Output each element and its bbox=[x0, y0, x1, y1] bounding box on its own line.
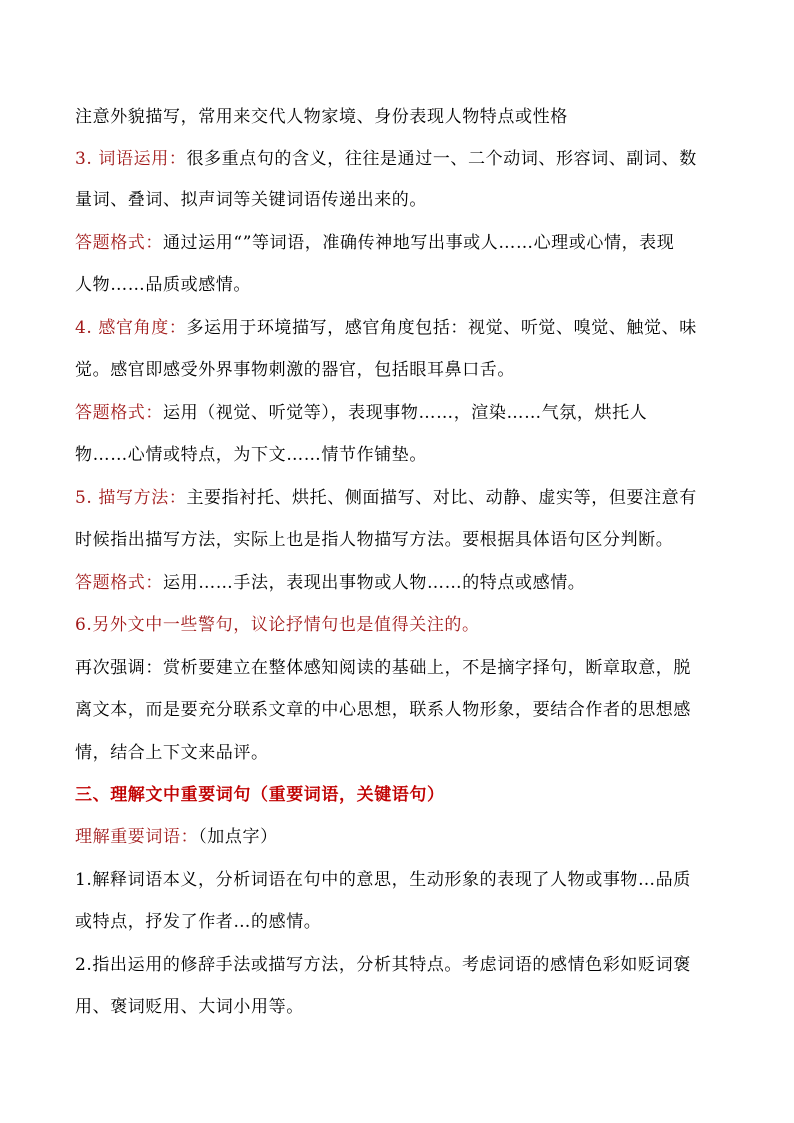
section-5-description-method bbox=[75, 487, 735, 509]
list-item-2 bbox=[75, 954, 735, 976]
line-text: 时候指出描写方法，实际上也是指人物描写方法。要根据具体语句区分判断。 bbox=[75, 530, 674, 550]
line-text: 离文本，而是要充分联系文章的中心思想，联系人物形象，要结合作者的思想感 bbox=[75, 700, 691, 720]
answer-format-3 bbox=[75, 572, 735, 594]
line-text: 情，结合上下文来品评。 bbox=[75, 743, 269, 763]
line-text: 量词、叠词、拟声词等关键词语传递出来的。 bbox=[75, 190, 427, 210]
line-text: 通过运用“”等词语，准确传神地写出事或人……心理或心情，表现 bbox=[163, 233, 675, 253]
line-text: 注意外貌描写，常用来交代人物家境、身份表现人物特点或性格 bbox=[75, 107, 568, 127]
text-line bbox=[75, 359, 735, 381]
line-text: 运用（视觉、听觉等），表现事物……，渲染……气氛，烘托人 bbox=[163, 403, 648, 423]
line-text: 多运用于环境描写，感官角度包括：视觉、听觉、嗅觉、触觉、味 bbox=[186, 318, 697, 338]
line-text: 物……心情或特点，为下文……情节作铺垫。 bbox=[75, 445, 427, 465]
text-line bbox=[75, 529, 735, 551]
section-text: 6.另外文中一些警句，议论抒情句也是值得关注的。 bbox=[75, 615, 480, 635]
section-label: 4. 感官角度： bbox=[75, 318, 187, 338]
section-6-aphorisms bbox=[75, 614, 735, 636]
line-text: 觉。感官即感受外界事物刺激的器官，包括眼耳鼻口舌。 bbox=[75, 360, 515, 380]
subheading-label: 理解重要词语： bbox=[75, 827, 199, 847]
line-text: 很多重点句的含义，往往是通过一、二个动词、形容词、副词、数 bbox=[186, 149, 697, 169]
line-text: （加点字） bbox=[198, 827, 278, 847]
answer-format-1 bbox=[75, 232, 735, 254]
subheading-key-words bbox=[75, 826, 735, 848]
text-line bbox=[75, 444, 735, 466]
answer-format-2 bbox=[75, 402, 735, 424]
answer-format-label: 答题格式： bbox=[75, 403, 163, 423]
text-line bbox=[75, 742, 735, 764]
line-text: 2.指出运用的修辞手法或描写方法，分析其特点。考虑词语的感情色彩如贬词褒 bbox=[75, 955, 691, 975]
text-line bbox=[75, 189, 735, 211]
section-label: 3. 词语运用： bbox=[75, 149, 187, 169]
text-line bbox=[75, 699, 735, 721]
heading-section-three bbox=[75, 784, 735, 806]
line-text: 人物……品质或感情。 bbox=[75, 275, 251, 295]
text-line-appearance-note bbox=[75, 106, 735, 128]
section-3-word-usage bbox=[75, 148, 735, 170]
text-line bbox=[75, 996, 735, 1018]
answer-format-label: 答题格式： bbox=[75, 573, 163, 593]
text-line bbox=[75, 274, 735, 296]
text-line bbox=[75, 911, 735, 933]
list-item-1 bbox=[75, 869, 735, 891]
line-text: 或特点，抒发了作者…的感情。 bbox=[75, 912, 322, 932]
line-text: 主要指衬托、烘托、侧面描写、对比、动静、虚实等，但要注意有 bbox=[186, 488, 697, 508]
line-text: 1.解释词语本义，分析词语在句中的意思，生动形象的表现了人物或事物…品质 bbox=[75, 870, 691, 890]
line-text: 用、褒词贬用、大词小用等。 bbox=[75, 997, 304, 1017]
answer-format-label: 答题格式： bbox=[75, 233, 163, 253]
emphasis-paragraph bbox=[75, 657, 735, 679]
line-text: 运用……手法，表现出事物或人物……的特点或感情。 bbox=[163, 573, 586, 593]
line-text: 再次强调：赏析要建立在整体感知阅读的基础上，不是摘字择句，断章取意，脱 bbox=[75, 658, 691, 678]
section-label: 5. 描写方法： bbox=[75, 488, 187, 508]
section-4-sensory-angle bbox=[75, 317, 735, 339]
heading-text: 三、理解文中重要词句（重要词语，关键语句） bbox=[75, 785, 445, 805]
